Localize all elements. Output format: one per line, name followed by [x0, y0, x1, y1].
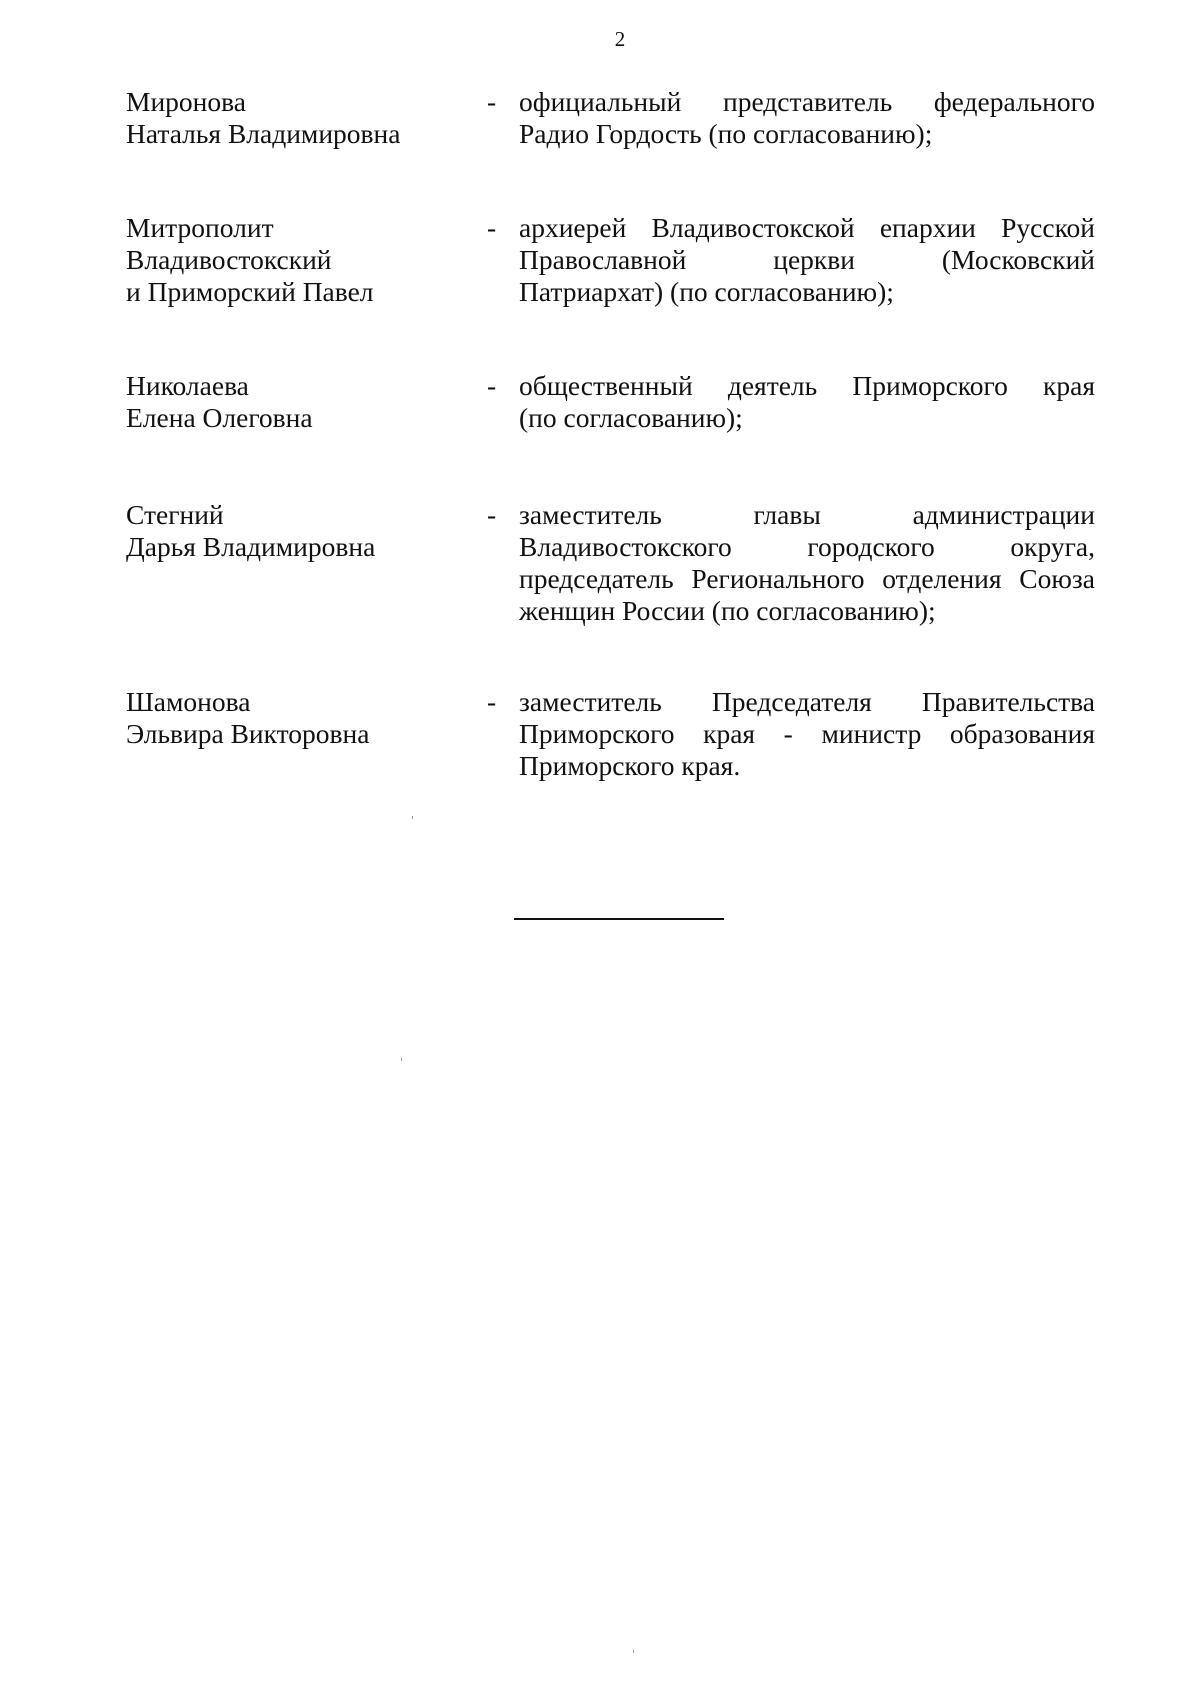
member-dash: - — [487, 686, 497, 717]
member-name-line: Стегний — [126, 499, 224, 530]
member-role — [519, 86, 1095, 150]
member-role-line: заместитель Председателя Правительства — [519, 686, 1095, 717]
member-role-line: Приморского края. — [519, 750, 741, 781]
member-name — [126, 370, 466, 434]
member-name — [126, 499, 466, 563]
member-role-line: Патриархат) (по согласованию); — [519, 276, 894, 307]
member-name-line: Дарья Владимировна — [126, 531, 376, 562]
member-name-line: Наталья Владимировна — [126, 118, 401, 149]
member-name — [126, 686, 466, 750]
member-role-line: Радио Гордость (по согласованию); — [519, 118, 933, 149]
scan-speck — [633, 1650, 634, 1653]
member-role-line: официальный представитель федерального — [519, 86, 1095, 117]
member-name — [126, 212, 466, 308]
scan-speck — [401, 1058, 402, 1061]
member-name-line: и Приморский Павел — [126, 276, 374, 307]
member-role-line: (по согласованию); — [519, 402, 743, 433]
member-dash: - — [487, 499, 497, 530]
member-name-line: Владивостокский — [126, 244, 332, 275]
page-number: 2 — [614, 27, 626, 51]
member-dash: - — [487, 212, 497, 243]
member-name-line: Эльвира Викторовна — [126, 718, 370, 749]
member-dash: - — [487, 86, 497, 117]
member-role-line: заместитель главы администрации — [519, 499, 1095, 530]
member-name — [126, 86, 466, 150]
member-role-line: общественный деятель Приморского края — [519, 370, 1095, 401]
member-name-line: Митрополит — [126, 212, 274, 243]
member-role-line: председатель Регионального отделения Союза — [519, 563, 1095, 594]
member-role — [519, 212, 1095, 308]
member-role-line: архиерей Владивостокской епархии Русской — [519, 212, 1095, 243]
member-role — [519, 370, 1095, 434]
member-role — [519, 686, 1095, 782]
member-name-line: Шамонова — [126, 686, 251, 717]
member-role-line: Приморского края - министр образования — [519, 718, 1095, 749]
member-name-line: Николаева — [126, 370, 249, 401]
member-role-line: Владивостокского городского округа, — [519, 531, 1095, 562]
member-role-line: Православной церкви (Московский — [519, 244, 1095, 275]
member-role — [519, 499, 1095, 627]
member-name-line: Елена Олеговна — [126, 402, 313, 433]
end-rule — [514, 918, 724, 920]
member-name-line: Миронова — [126, 86, 246, 117]
scan-speck — [412, 816, 413, 819]
member-dash: - — [487, 370, 497, 401]
member-role-line: женщин России (по согласованию); — [519, 595, 936, 626]
